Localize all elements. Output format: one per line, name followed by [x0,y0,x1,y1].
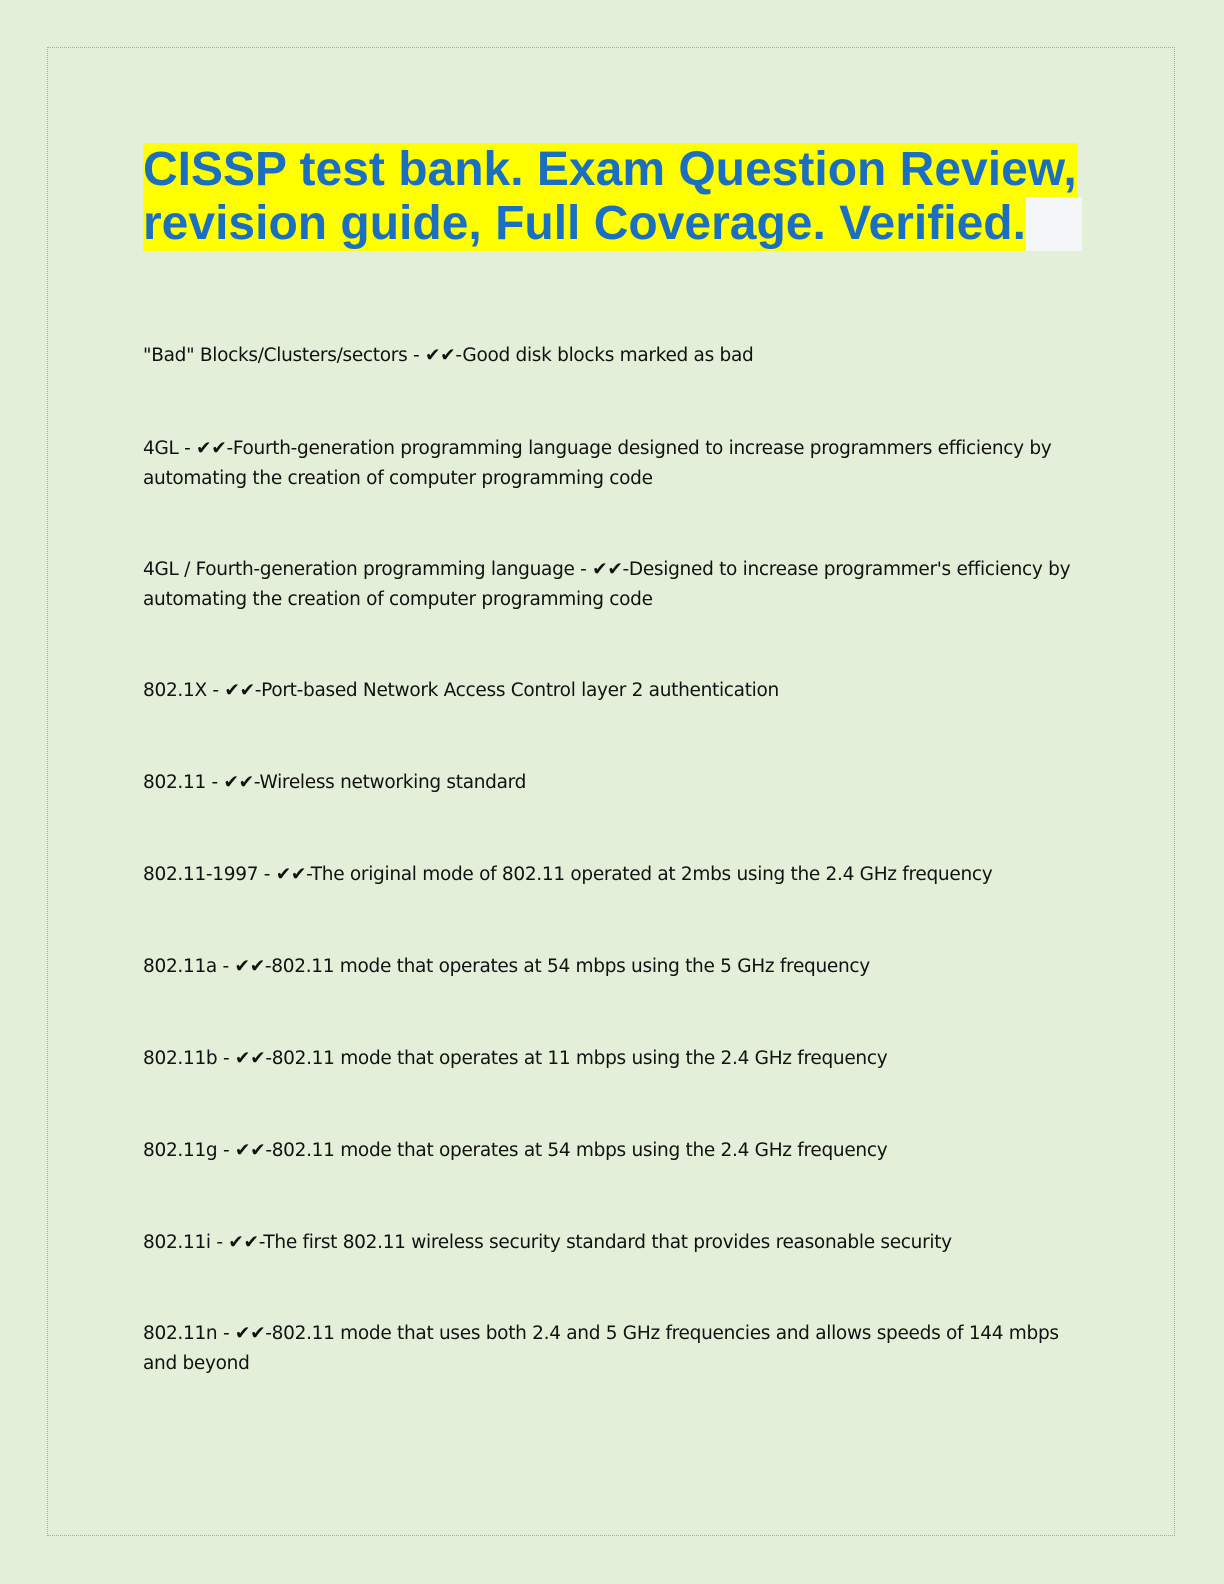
entry-802-11i: 802.11i - ✔✔-The first 802.11 wireless security standard that provides reasonable security [143,1232,952,1253]
entry-802-11a: 802.11a - ✔✔-802.11 mode that operates at 54 mbps using the 5 GHz frequency [143,956,870,977]
entry-bad-blocks: "Bad" Blocks/Clusters/sectors - ✔✔-Good disk blocks marked as bad [143,345,754,366]
title-highlight-gap [1026,197,1082,251]
entry-802-11g: 802.11g - ✔✔-802.11 mode that operates at 54 mbps using the 2.4 GHz frequency [143,1140,888,1161]
title-line-1: CISSP test bank. Exam Question Review, [143,143,1077,196]
entry-802-1x: 802.1X - ✔✔-Port-based Network Access Control layer 2 authentication [143,680,779,701]
entry-802-11b: 802.11b - ✔✔-802.11 mode that operates at 11 mbps using the 2.4 GHz frequency [143,1048,888,1069]
title-line-2: revision guide, Full Coverage. Verified. [143,197,1026,250]
entry-802-11: 802.11 - ✔✔-Wireless networking standard [143,772,527,793]
page-title [143,143,1083,251]
entry-4gl: 4GL - ✔✔-Fourth-generation programming language designed to increase programmers efficiency by automating the creation of computer programming code [143,438,1052,489]
entry-802-11-1997: 802.11-1997 - ✔✔-The original mode of 802.11 operated at 2mbs using the 2.4 GHz frequency [143,864,993,885]
entry-4gl-fourth-generation: 4GL / Fourth-generation programming language - ✔✔-Designed to increase programmer's efficiency by automating the creation of computer programming code [143,559,1071,610]
entry-802-11n: 802.11n - ✔✔-802.11 mode that uses both 2.4 and 5 GHz frequencies and allows speeds of 144 mbps and beyond [143,1323,1059,1374]
